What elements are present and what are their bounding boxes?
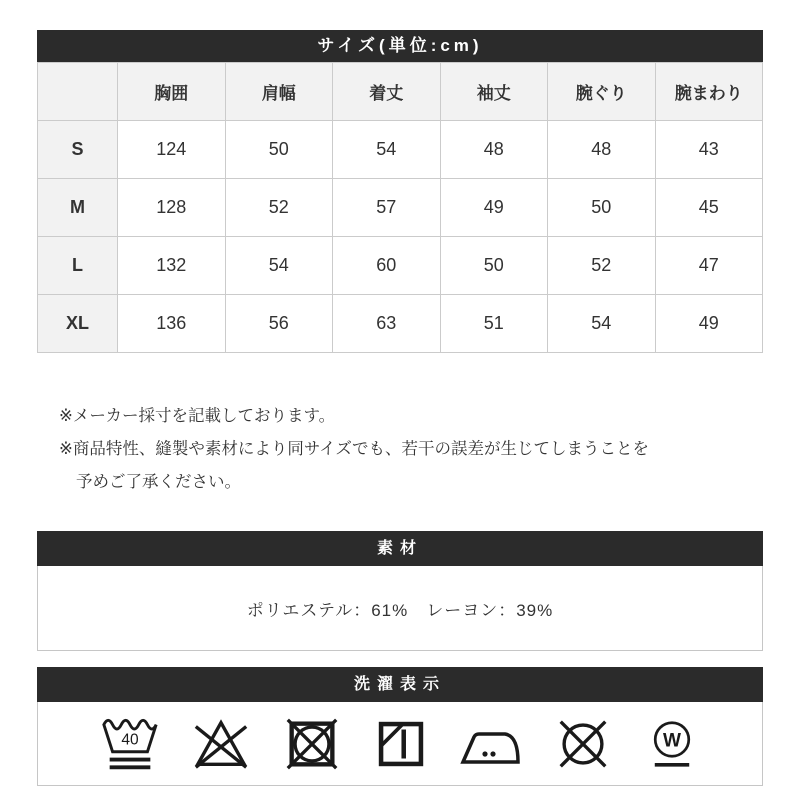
measurement-notes bbox=[59, 400, 763, 499]
laundry-icons-row bbox=[37, 702, 763, 786]
cell-value: 63 bbox=[333, 295, 441, 353]
cell-value: 54 bbox=[225, 237, 333, 295]
cell-value: 49 bbox=[440, 179, 548, 237]
cell-value: 56 bbox=[225, 295, 333, 353]
material-section-title: 素材 bbox=[37, 531, 763, 566]
wet-clean-gentle-icon bbox=[643, 712, 701, 776]
cell-value: 47 bbox=[655, 237, 763, 295]
size-section-title: サイズ(単位:cm) bbox=[37, 30, 763, 62]
cell-value: 54 bbox=[548, 295, 656, 353]
col-header-armhole: 腕ぐり bbox=[548, 63, 656, 121]
material-content: ポリエステル：61% レーヨン：39% bbox=[37, 566, 763, 651]
note-line-2: ※商品特性、縫製や素材により同サイズでも、若干の誤差が生じてしまうことを bbox=[59, 440, 650, 458]
cell-value: 43 bbox=[655, 121, 763, 179]
cell-value: 50 bbox=[548, 179, 656, 237]
cell-value: 45 bbox=[655, 179, 763, 237]
size-table-header-row bbox=[38, 63, 763, 121]
material-section bbox=[37, 531, 763, 651]
col-header-shoulder: 肩幅 bbox=[225, 63, 333, 121]
row-label-l: L bbox=[38, 237, 118, 295]
cell-value: 60 bbox=[333, 237, 441, 295]
note-line-3: 予めご了承ください。 bbox=[76, 473, 241, 491]
line-dry-in-shade-icon bbox=[372, 712, 430, 776]
table-row-l bbox=[38, 237, 763, 295]
cell-value: 48 bbox=[440, 121, 548, 179]
cell-value: 48 bbox=[548, 121, 656, 179]
cell-value: 57 bbox=[333, 179, 441, 237]
cell-value: 128 bbox=[118, 179, 226, 237]
cell-value: 50 bbox=[440, 237, 548, 295]
col-header-chest: 胸囲 bbox=[118, 63, 226, 121]
wash-40-very-gentle-icon bbox=[99, 712, 161, 776]
corner-cell bbox=[38, 63, 118, 121]
cell-value: 124 bbox=[118, 121, 226, 179]
size-table bbox=[37, 62, 763, 353]
note-line-1: ※メーカー採寸を記載しております。 bbox=[59, 407, 336, 425]
svg-text:40: 40 bbox=[121, 730, 139, 748]
cell-value: 54 bbox=[333, 121, 441, 179]
do-not-tumble-dry-icon bbox=[281, 712, 343, 776]
cell-value: 132 bbox=[118, 237, 226, 295]
svg-text:W: W bbox=[663, 730, 681, 752]
do-not-dry-clean-icon bbox=[552, 712, 614, 776]
table-row-s bbox=[38, 121, 763, 179]
col-header-sleeve: 袖丈 bbox=[440, 63, 548, 121]
cell-value: 52 bbox=[548, 237, 656, 295]
cell-value: 51 bbox=[440, 295, 548, 353]
row-label-xl: XL bbox=[38, 295, 118, 353]
table-row-xl bbox=[38, 295, 763, 353]
row-label-m: M bbox=[38, 179, 118, 237]
cell-value: 52 bbox=[225, 179, 333, 237]
cell-value: 49 bbox=[655, 295, 763, 353]
do-not-bleach-icon bbox=[190, 712, 252, 776]
row-label-s: S bbox=[38, 121, 118, 179]
col-header-length: 着丈 bbox=[333, 63, 441, 121]
laundry-section-title: 洗濯表示 bbox=[37, 667, 763, 702]
iron-medium-heat-icon bbox=[459, 712, 523, 776]
col-header-arm-around: 腕まわり bbox=[655, 63, 763, 121]
cell-value: 50 bbox=[225, 121, 333, 179]
cell-value: 136 bbox=[118, 295, 226, 353]
laundry-section bbox=[37, 667, 763, 786]
table-row-m bbox=[38, 179, 763, 237]
